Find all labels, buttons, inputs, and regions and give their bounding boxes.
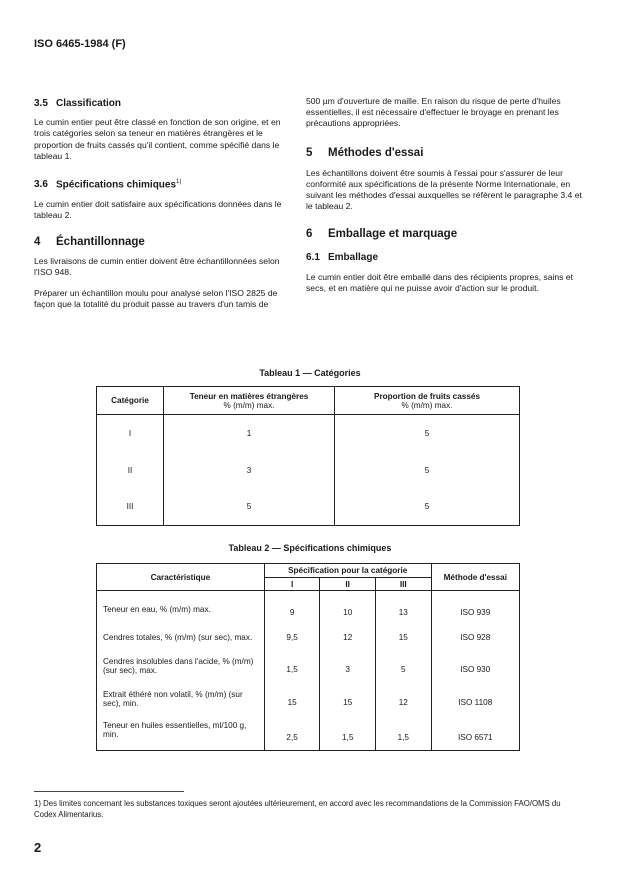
cell-cat-II: 10 [320, 591, 376, 627]
footnote-rule [34, 791, 184, 792]
section-title: Emballage et marquage [328, 227, 458, 240]
table-row [97, 627, 520, 649]
section-4-heading [34, 237, 286, 248]
column-header-cat-III: III [375, 578, 431, 591]
table-2 [96, 563, 520, 751]
cell-proportion: 5 [424, 428, 430, 438]
table-row [97, 683, 520, 715]
cell-teneur: 3 [164, 452, 335, 489]
cell-caracteristique: Extrait éthéré non volatil, % (m/m) (sur sec), min. [97, 683, 265, 715]
cell-methode: ISO 928 [460, 633, 491, 642]
cell-categorie: II [97, 452, 164, 489]
column-header-teneur [164, 387, 335, 415]
cell-proportion: 5 [424, 502, 430, 512]
section-3-6-heading [34, 177, 286, 191]
cell-cat-I: 9,5 [264, 627, 320, 649]
header-unit: % (m/m) max. [223, 400, 275, 410]
table-1-caption: Tableau 1 — Catégories [259, 368, 361, 378]
section-3-5-heading [34, 98, 286, 109]
left-column [34, 98, 286, 310]
section-title: Classification [56, 98, 122, 109]
section-number: 6.1 [306, 251, 320, 263]
section-number: 3.6 [34, 179, 48, 191]
section-title: Emballage [328, 251, 379, 263]
table-row [97, 489, 520, 526]
section-4-continuation: 500 µm d'ouverture de maille. En raison du risque de perte d'huiles essentielles, il est nécessaire d'effectuer le broyage en prenant les précautions appropriées. [306, 96, 561, 129]
cell-cat-I: 9 [264, 591, 320, 627]
table-row [97, 591, 520, 627]
cell-caracteristique: Teneur en eau, % (m/m) max. [97, 591, 265, 627]
column-header-cat-I: I [264, 578, 320, 591]
section-6-1-text: Le cumin entier doit être emballé dans des récipients propres, sains et secs, et en matière qui ne puisse avoir d'action sur le produit. [306, 272, 574, 294]
section-number: 3.5 [34, 98, 48, 109]
section-title: Échantillonnage [56, 235, 145, 248]
cell-cat-III: 5 [375, 649, 431, 683]
column-header-specification: Spécification pour la catégorie [264, 564, 431, 578]
cell-cat-II: 1,5 [320, 715, 376, 751]
cell-methode: ISO 939 [460, 608, 491, 618]
cell-cat-II: 12 [320, 627, 376, 649]
footnote-ref: 1) [176, 179, 182, 186]
table-row [97, 415, 520, 452]
section-number: 6 [306, 227, 313, 240]
cell-cat-I: 2,5 [264, 715, 320, 751]
column-header-categorie: Catégorie [97, 387, 164, 415]
column-header-caracteristique: Caractéristique [97, 564, 265, 591]
cell-caracteristique: Cendres insolubles dans l'acide, % (m/m) (sur sec), max. [97, 649, 265, 683]
section-3-5-text: Le cumin entier peut être classé en fonction de son origine, et en trois catégories selon sa teneur en matières étrangères et le proportion de fruits cassés qu'il contient, comme spécifié dans le tableau 1. [34, 117, 281, 161]
cell-methode: ISO 1108 [458, 698, 493, 707]
cell-methode: ISO 6571 [457, 732, 493, 742]
table-row [97, 715, 520, 751]
column-header-methode: Méthode d'essai [431, 564, 519, 591]
header-label: Teneur en matières étrangères [189, 391, 309, 401]
cell-cat-III: 13 [375, 591, 431, 627]
cell-methode: ISO 930 [460, 665, 491, 674]
section-title: Méthodes d'essai [328, 146, 424, 159]
table-2-caption: Tableau 2 — Spécifications chimiques [228, 543, 392, 553]
header-label: Proportion de fruits cassés [373, 391, 480, 401]
table-row [97, 452, 520, 489]
section-6-1-heading [306, 252, 588, 263]
section-4-paragraph-2: Préparer un échantillon moulu pour analyse selon l'ISO 2825 de façon que la totalité du produit passe au travers d'un tamis de [34, 287, 278, 309]
table-1 [96, 386, 520, 526]
header-unit: % (m/m) max. [401, 400, 453, 410]
section-6-heading [306, 229, 588, 240]
cell-cat-I: 15 [264, 683, 320, 715]
section-3-6-text: Le cumin entier doit satisfaire aux spécifications données dans le tableau 2. [34, 198, 282, 220]
footnote: 1) Des limites concernant les substances toxiques seront ajoutées ultérieurement, en accord avec les recommandations de la Commission FAO/OMS du Codex Alimentarius. [34, 799, 561, 819]
section-number: 4 [34, 235, 41, 248]
cell-cat-III: 15 [375, 627, 431, 649]
cell-categorie: I [97, 415, 164, 452]
cell-caracteristique: Teneur en huiles essentielles, ml/100 g, min. [97, 715, 265, 751]
section-5-heading [306, 148, 588, 159]
cell-caracteristique: Cendres totales, % (m/m) (sur sec), max. [97, 627, 265, 649]
cell-proportion: 5 [424, 465, 430, 475]
cell-cat-III: 1,5 [375, 715, 431, 751]
column-header-cat-II: II [320, 578, 376, 591]
table-row [97, 649, 520, 683]
cell-teneur: 1 [164, 415, 335, 452]
document-header: ISO 6465-1984 (F) [34, 38, 126, 50]
section-number: 5 [306, 146, 313, 159]
section-4-paragraph-1: Les livraisons de cumin entier doivent être échantillonnées selon l'ISO 948. [34, 256, 280, 278]
section-title: Spécifications chimiques [56, 179, 177, 191]
section-5-text: Les échantillons doivent être soumis à l'essai pour s'assurer de leur conformité aux spécifications de la présente Norme Internationale, en suivant les méthodes d'essai auxquelles se réfèrent le paragraphe 3.4 et le tableau 2. [306, 167, 582, 212]
column-header-proportion [335, 387, 520, 415]
page-number: 2 [34, 840, 42, 855]
right-column [306, 96, 588, 294]
cell-cat-II: 3 [320, 649, 376, 683]
cell-categorie: III [97, 489, 164, 526]
cell-teneur: 5 [164, 489, 335, 526]
cell-cat-II: 15 [320, 683, 376, 715]
cell-cat-I: 1,5 [264, 649, 320, 683]
cell-cat-III: 12 [375, 683, 431, 715]
